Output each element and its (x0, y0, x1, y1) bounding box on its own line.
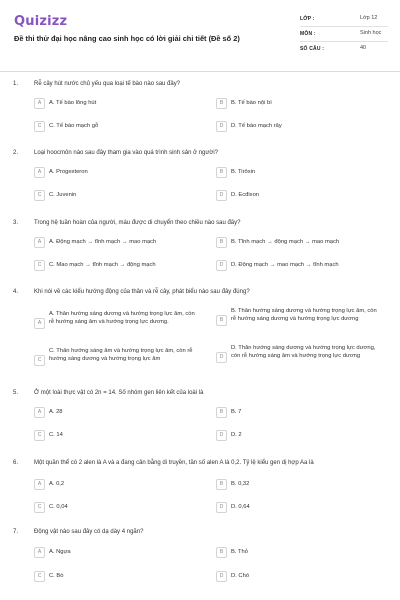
option-letter-badge: D (216, 430, 227, 441)
option-letter-badge: C (34, 502, 45, 513)
option-text: C. 14 (49, 432, 63, 438)
option-text: A. Động mạch → tĩnh mạch → mao mạch (49, 239, 157, 245)
option-letter-badge: B (216, 547, 227, 558)
question-text: Trong hệ tuần hoàn của người, máu được di chuyển theo chiều nào sau đây? (34, 220, 241, 226)
option-letter-badge: C (34, 121, 45, 132)
option-letter-badge: D (216, 190, 227, 201)
option-text: D. Ecđixon (231, 192, 260, 198)
meta-value: Sinh học (360, 30, 382, 36)
option-letter-badge: A (34, 318, 45, 329)
option-letter-badge: D (216, 352, 227, 363)
meta-row-subject (300, 27, 388, 42)
worksheet-header (0, 0, 400, 70)
meta-label: SỐ CÂU : (300, 46, 325, 52)
option-letter-badge: A (34, 407, 45, 418)
question-number: 2. (13, 150, 19, 156)
question-text: Động vật nào sau đây có dạ dày 4 ngăn? (34, 529, 144, 535)
option-text: D. Thân hướng sáng dương và hướng trọng lực dương, còn rễ hướng sáng âm và hướng trọng lực dương (231, 345, 376, 359)
meta-value: 40 (360, 45, 367, 51)
option-text: C. Juvenin (49, 192, 77, 198)
option-text: C. Tế bào mạch gỗ (49, 123, 99, 129)
meta-row-class (300, 12, 388, 27)
option-letter-badge: A (34, 98, 45, 109)
worksheet-meta (300, 12, 388, 57)
quizizz-logo: Quizizz (14, 14, 68, 29)
page-title: Đề thi thử đại học nâng cao sinh học có lời giải chi tiết (Đề số 2) (14, 34, 240, 43)
meta-label: LỚP : (300, 16, 315, 22)
question-text: Ở một loài thực vật có 2n = 14. Số nhóm gen liên kết của loài là (34, 390, 204, 396)
option-letter-badge: D (216, 571, 227, 582)
question-number: 3. (13, 220, 19, 226)
option-letter-badge: B (216, 167, 227, 178)
option-letter-badge: A (34, 547, 45, 558)
option-letter-badge: C (34, 260, 45, 271)
option-text: A. Tế bào lông hút (49, 100, 97, 106)
option-text: C. Mao mạch → tĩnh mạch → động mạch (49, 262, 156, 268)
option-text: D. Tế bào mạch rây (231, 123, 282, 129)
option-text: A. 28 (49, 409, 63, 415)
question-text: Khi nói về các kiểu hướng động của thân và rễ cây, phát biểu nào sau đây đúng? (34, 289, 250, 295)
option-text: B. Thân hướng sáng dương và hướng trọng lực âm, còn rễ hướng sáng dương và hướng trọng lực dương (231, 308, 377, 322)
meta-value: Lớp 12 (360, 15, 378, 21)
option-letter-badge: B (216, 98, 227, 109)
header-divider (0, 71, 400, 72)
question-number: 6. (13, 460, 19, 466)
option-letter-badge: D (216, 260, 227, 271)
option-text: C. 0,04 (49, 504, 68, 510)
option-letter-badge: B (216, 407, 227, 418)
option-text: B. Tirôxin (231, 169, 256, 175)
option-text: D. Chó (231, 573, 250, 579)
option-letter-badge: C (34, 430, 45, 441)
option-text: C. Thân hướng sáng âm và hướng trọng lực âm, còn rễ hướng sáng dương và hướng trọng lực âm (49, 348, 193, 362)
question-number: 1. (13, 81, 19, 87)
option-letter-badge: C (34, 355, 45, 366)
option-letter-badge: B (216, 315, 227, 326)
question-text: Rễ cây hút nước chủ yếu qua loại tế bào nào sau đây? (34, 81, 181, 87)
option-text: A. 0,2 (49, 481, 65, 487)
option-text: D. 0,64 (231, 504, 250, 510)
option-letter-badge: B (216, 479, 227, 490)
question-text: Một quần thể có 2 alen là A và a đang cân bằng di truyền, tần số alen A là 0,2. Tỷ lệ kiểu gen dị hợp Aa là (34, 460, 314, 466)
option-text: A. Progesteron (49, 169, 88, 175)
option-text: B. Tế bào nội bì (231, 100, 272, 106)
option-letter-badge: A (34, 479, 45, 490)
option-text: A. Thân hướng sáng dương và hướng trọng lực âm, còn rễ hướng sáng âm và hướng trọng lực dương. (49, 311, 195, 325)
option-text: B. 7 (231, 409, 242, 415)
option-letter-badge: C (34, 571, 45, 582)
meta-label: MÔN : (300, 31, 316, 37)
question-number: 5. (13, 390, 19, 396)
question-number: 7. (13, 529, 19, 535)
option-text: B. 0,32 (231, 481, 250, 487)
option-letter-badge: D (216, 502, 227, 513)
option-text: A. Ngựa (49, 549, 71, 555)
meta-row-question-count (300, 42, 388, 57)
option-text: D. 2 (231, 432, 242, 438)
option-letter-badge: B (216, 237, 227, 248)
option-letter-badge: D (216, 121, 227, 132)
question-number: 4. (13, 289, 19, 295)
option-text: C. Bò (49, 573, 64, 579)
option-text: B. Thỏ (231, 549, 248, 555)
option-letter-badge: A (34, 167, 45, 178)
option-text: B. Tĩnh mạch → động mạch → mao mạch (231, 239, 340, 245)
option-letter-badge: A (34, 237, 45, 248)
option-text: D. Động mạch → mao mạch → tĩnh mạch (231, 262, 339, 268)
option-letter-badge: C (34, 190, 45, 201)
question-text: Loại hoocmôn nào sau đây tham gia vào quá trình sinh sản ở người? (34, 150, 219, 156)
